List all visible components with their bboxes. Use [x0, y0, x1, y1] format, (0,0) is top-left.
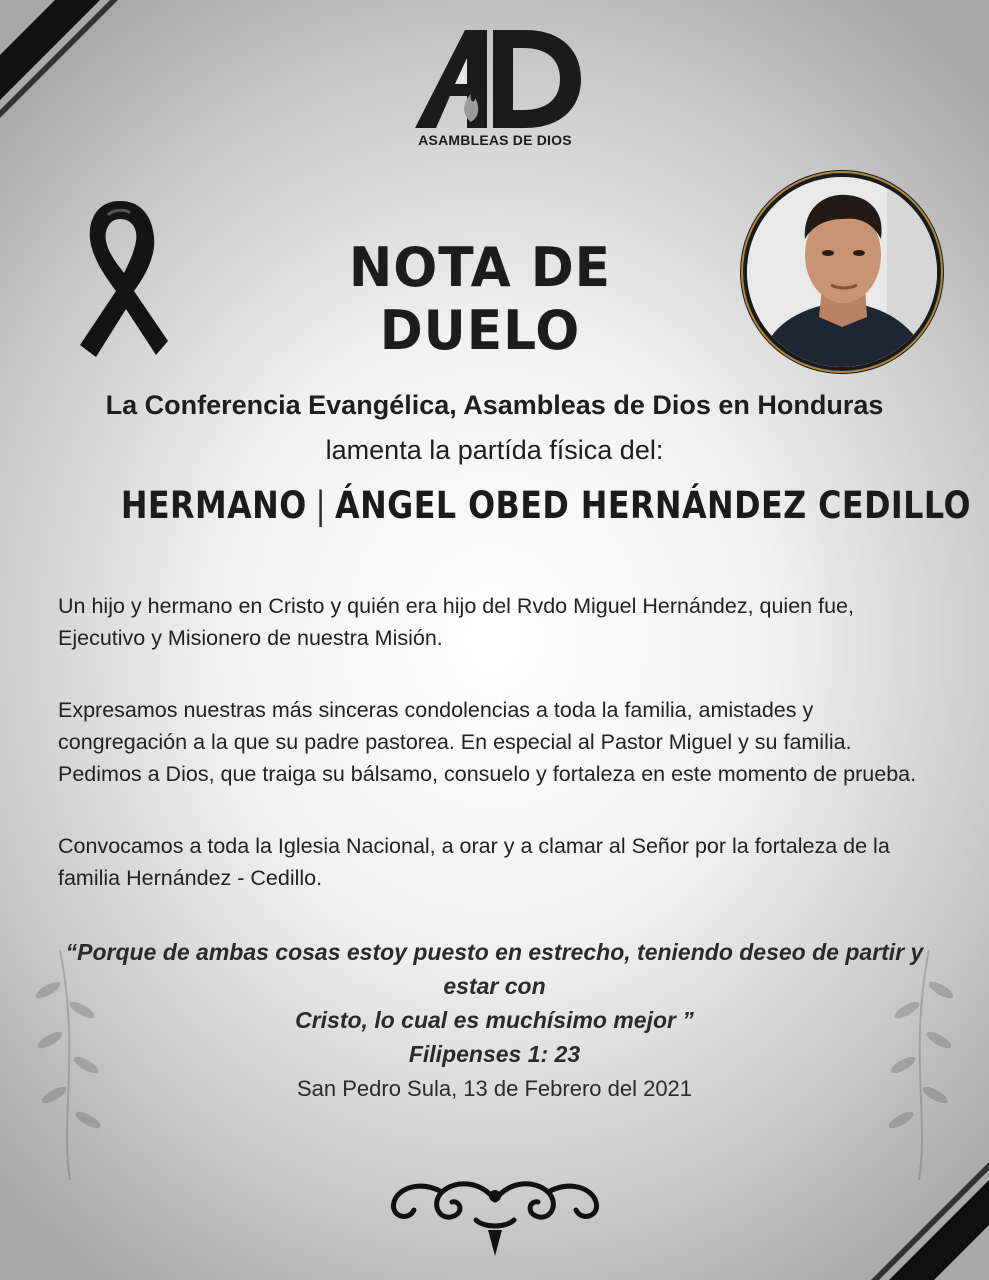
leaf-branch-right-icon — [849, 930, 989, 1180]
deceased-portrait — [743, 173, 941, 371]
quote-line-2: Cristo, lo cual es muchísimo mejor ” — [295, 1007, 694, 1033]
ad-monogram — [405, 26, 585, 131]
paragraph-text: Expresamos nuestras más sinceras condolencias a toda la familia, amistades y congregación a la que su padre pastorea. En especial al Pastor Miguel y su familia. — [58, 698, 852, 754]
body-paragraph-1 — [58, 590, 938, 654]
mourning-ribbon-icon — [68, 195, 172, 360]
deceased-name-line — [120, 484, 971, 527]
corner-band-top-left — [0, 0, 140, 160]
paragraph-text: Un hijo y hermano en Cristo y quién era hijo del Rvdo Miguel Hernández, quien fue, Ejecutivo y Misionero de nuestra Misión. — [58, 594, 854, 650]
deceased-prefix: HERMANO — [120, 484, 307, 527]
quote-reference: Filipenses 1: 23 — [408, 1041, 581, 1067]
deceased-name: ÁNGEL OBED HERNÁNDEZ CEDILLO — [335, 484, 971, 527]
intro-organization: La Conferencia Evangélica, Asambleas de Dios en Honduras — [105, 390, 884, 420]
paragraph-text: Pedimos a Dios, que traiga su bálsamo, consuelo y fortaleza en este momento de prueba. — [58, 762, 917, 786]
bible-quote — [50, 935, 939, 1071]
paragraph-text: Convocamos a toda la Iglesia Nacional, a orar y a clamar al Señor por la fortaleza de la familia Hernández - Cedillo. — [58, 834, 890, 890]
organization-logo — [405, 26, 585, 156]
place-date: San Pedro Sula, 13 de Febrero del 2021 — [296, 1076, 693, 1101]
ornament-flourish-icon — [380, 1170, 610, 1260]
name-separator: | — [315, 484, 327, 527]
leaf-branch-left-icon — [0, 930, 140, 1180]
body-paragraph-3 — [58, 830, 938, 894]
page-title: NOTA DE DUELO — [348, 236, 612, 362]
quote-line-1: “Porque de ambas cosas estoy puesto en estrecho, teniendo deseo de partir y estar con — [65, 939, 924, 999]
logo-name: ASAMBLEAS DE DIOS — [418, 132, 572, 148]
intro-lament: lamenta la partída física del: — [325, 435, 664, 465]
body-paragraph-2 — [58, 694, 938, 790]
